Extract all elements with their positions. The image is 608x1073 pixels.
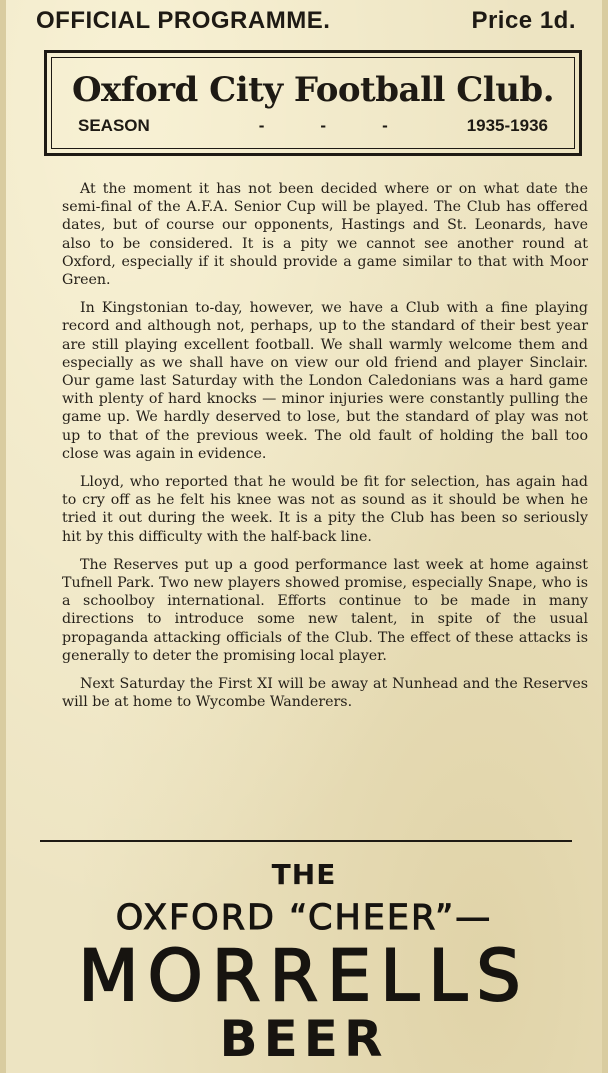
article-paragraph: At the moment it has not been decided where or on what date the semi-final of the A.F.A. Senior Cup will be played. The Club has offered dates, but of course our opponents, Hastings and St. Leonards, have also to be considered. It is a pity we cannot see another round at Oxford, especially if it should provide a game similar to that with Moor Green.: [62, 181, 588, 289]
season-label: SEASON: [78, 116, 150, 135]
season-dot: -: [320, 116, 327, 135]
season-dot: -: [258, 116, 265, 135]
official-programme-label: OFFICIAL PROGRAMME.: [36, 7, 331, 34]
season-dots: [259, 116, 388, 136]
advert-brand: MORRELLS: [78, 935, 530, 1017]
season-dot: -: [382, 116, 388, 135]
advert-tagline: OXFORD “CHEER”—: [115, 898, 493, 938]
title-box: [44, 50, 582, 156]
article-paragraph: In Kingstonian to-day, however, we have a Club with a fine playing record and although not, perhaps, up to the standard of their best year are still playing excellent football. We shall warmly welcome them and especially as we shall have on view our old friend and player Sinclair. Our game last Saturday with the London Caledonians was a hard game with plenty of hard knocks — minor injuries were constantly pulling the game up. We hardly deserved to lose, but the standard of play was not up to that of the previous week. The old fault of holding the ball too close was again in evidence.: [62, 300, 588, 462]
season-row: [78, 116, 548, 136]
advert-the: THE: [271, 858, 337, 891]
section-divider: [40, 840, 572, 842]
club-name: Oxford City Football Club.: [71, 70, 555, 110]
programme-header: [36, 6, 576, 36]
article-paragraph: Next Saturday the First XI will be away at Nunhead and the Reserves will be at home to Wycombe Wanderers.: [62, 676, 588, 711]
article-paragraph: Lloyd, who reported that he would be fit for selection, has again had to cry off as he felt his knee was not as sound as it should be when he tried it out during the week. It is a pity the Club has been so seriously hit by this difficulty with the half-back line.: [62, 474, 588, 545]
article-body: [62, 180, 588, 721]
title-box-inner: [51, 57, 575, 149]
season-years: 1935-1936: [466, 116, 548, 135]
article-paragraph: The Reserves put up a good performance last week at home against Tufnell Park. Two new players showed promise, especially Snape, who is a schoolboy international. Efforts continue to be made in many directions to introduce some new talent, in spite of the usual propaganda attacking officials of the Club. The effect of these attacks is generally to deter the promising local player.: [62, 556, 588, 664]
advert-beer: BEER: [219, 1010, 389, 1068]
price-label: Price 1d.: [471, 7, 576, 34]
